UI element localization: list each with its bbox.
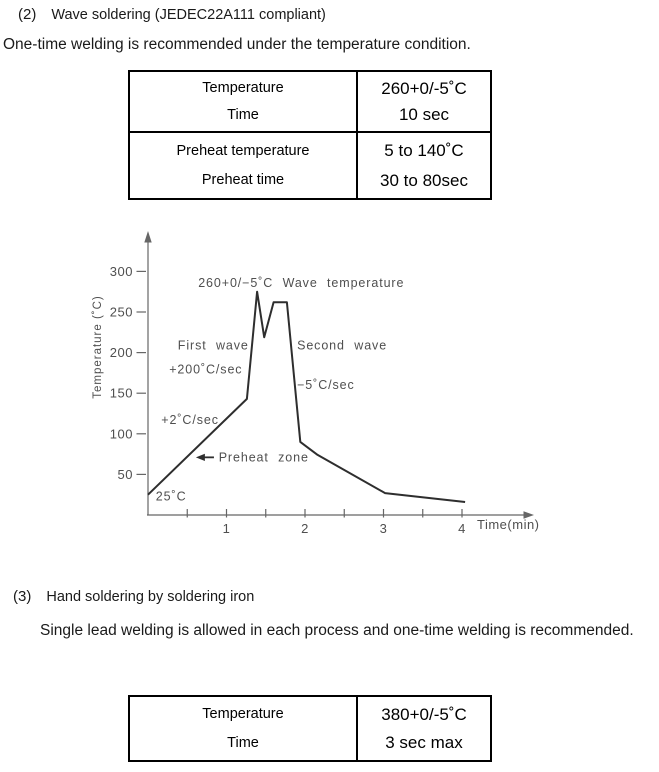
table-value: 380+0/-5˚C: [381, 704, 467, 724]
section-3-number: (3): [13, 588, 32, 605]
x-axis-title: Time(min): [477, 517, 540, 532]
chart-annotation: +2˚C/sec: [161, 413, 219, 428]
chart-annotations: [156, 276, 405, 504]
x-tick-label: 2: [301, 521, 309, 536]
wave-soldering-spec-table: [128, 70, 492, 200]
chart-annotation: 260+0/−5˚C Wave temperature: [198, 275, 405, 290]
table-label: Time: [227, 734, 259, 751]
chart-annotation: First wave: [177, 338, 249, 353]
table-value: 5 to 140˚C: [384, 141, 464, 161]
chart-annotation: 25˚C: [155, 489, 187, 504]
table-cell-preheat-labels: [130, 133, 358, 198]
table-label: Temperature: [202, 706, 284, 722]
y-axis-title: Temperature (˚C): [92, 295, 104, 399]
y-tick-label: 250: [109, 304, 133, 320]
table-label: Temperature: [202, 80, 284, 96]
section-3-intro: Single lead welding is allowed in each process and one-time welding is recommended.: [40, 622, 634, 639]
table-cell-wave-values: [358, 72, 490, 133]
chart-annotation: +200˚C/sec: [169, 362, 243, 377]
y-tick-label: 100: [109, 426, 133, 442]
table-cell-hand-values: [358, 697, 490, 760]
table-cell-hand-labels: [130, 697, 358, 760]
chart-annotation: Second wave: [297, 338, 388, 353]
preheat-arrowhead-icon: [196, 454, 205, 461]
y-tick-label: 150: [109, 385, 133, 401]
y-axis-arrow-icon: [144, 231, 151, 243]
table-value: 3 sec max: [385, 733, 463, 753]
y-tick-label: 50: [117, 466, 133, 482]
y-tick-label: 200: [109, 345, 133, 361]
table-value: 10 sec: [398, 105, 450, 125]
table-label: Preheat temperature: [176, 142, 310, 159]
table-value: 30 to 80sec: [380, 170, 468, 190]
hand-soldering-spec-table: [128, 695, 492, 762]
section-2-intro: One-time welding is recommended under the temperature condition.: [3, 36, 471, 53]
y-tick-label: 300: [109, 263, 133, 279]
section-2-title: Wave soldering (JEDEC22A111 compliant): [51, 7, 326, 23]
x-tick-label: 1: [222, 521, 231, 536]
table-label: Preheat time: [201, 172, 285, 188]
x-tick-label: 3: [379, 521, 388, 536]
chart-annotation: Preheat zone: [218, 450, 309, 465]
table-label: Time: [227, 106, 259, 123]
table-value: 260+0/-5˚C: [381, 78, 467, 98]
table-cell-wave-labels: [130, 72, 358, 133]
section-3-title: Hand soldering by soldering iron: [46, 589, 255, 605]
x-tick-label: 4: [458, 521, 466, 536]
temperature-profile-line: [148, 292, 465, 502]
table-cell-preheat-values: [358, 133, 490, 198]
section-3-heading: [13, 588, 254, 605]
section-2-number: (2): [18, 6, 37, 23]
chart-annotation: −5˚C/sec: [297, 378, 355, 393]
temperature-profile-curve: [148, 292, 465, 502]
wave-soldering-profile-chart: [80, 230, 550, 545]
section-2-heading: [18, 6, 326, 23]
